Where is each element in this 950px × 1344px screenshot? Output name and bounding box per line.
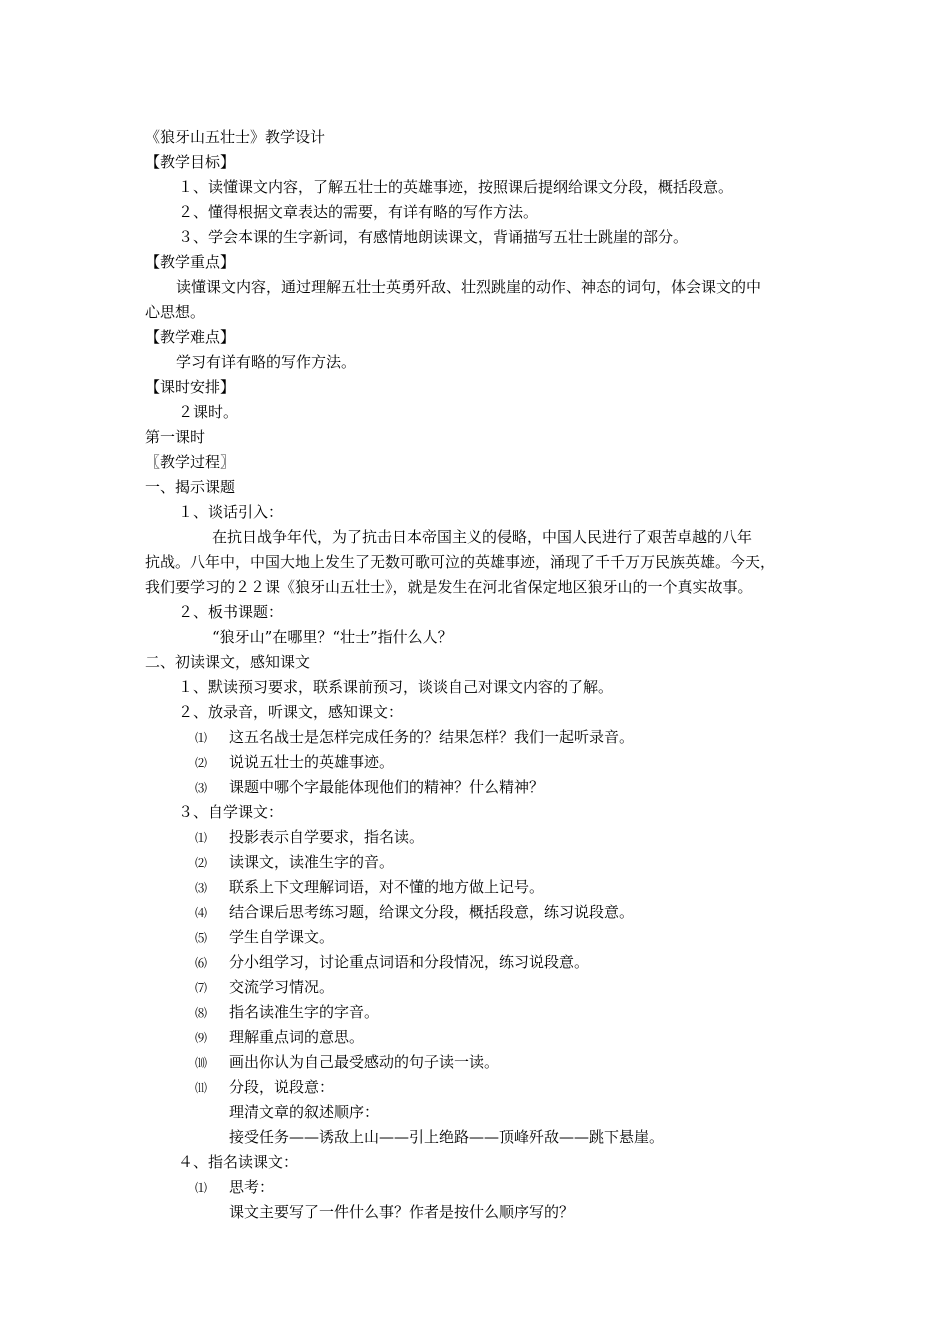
process-heading: 〖教学过程〗 [145,453,236,471]
part1-heading: 一、揭示课题 [145,478,236,496]
part2-step4: ４、指名读课文： [178,1153,299,1171]
item-number: ⑶ [195,881,208,895]
objective-item: ３、学会本课的生字新词，有感情地朗读课文，背诵描写五壮士跳崖的部分。 [178,228,689,246]
schedule-text: ２课时。 [178,403,239,421]
item-number: ⑴ [195,731,208,745]
part2-step1: １、默读预习要求，联系课前预习，谈谈自己对课文内容的了解。 [178,678,614,696]
list-item [195,952,589,973]
item-text: 交流学习情况。 [229,978,335,996]
item-number: ⑻ [195,1006,208,1020]
question-text: 课文主要写了一件什么事？作者是按什么顺序写的？ [229,1203,575,1221]
list-item [195,902,634,923]
item-text: 投影表示自学要求，指名读。 [229,828,425,846]
schedule-heading: 【课时安排】 [145,378,236,396]
key-points-heading: 【教学重点】 [145,253,236,271]
item-text: 学生自学课文。 [229,928,335,946]
item-text: 分小组学习，讨论重点词语和分段情况，练习说段意。 [229,953,590,971]
item-text: 说说五壮士的英雄事迹。 [229,753,395,771]
item-number: ⑽ [195,1056,208,1070]
lesson-label: 第一课时 [145,428,206,446]
item-number: ⑴ [195,831,208,845]
objectives-heading: 【教学目标】 [145,153,236,171]
part1-step1-text-cont: 我们要学习的２２课《狼牙山五壮士》，就是发生在河北省保定地区狼牙山的一个真实故事。 [145,578,753,596]
list-item [195,877,544,898]
item-text: 理解重点词的意思。 [229,1028,365,1046]
item-text: 画出你认为自己最受感动的句子读一读。 [229,1053,500,1071]
list-item [195,1052,499,1073]
part1-step1-text: 在抗日战争年代，为了抗击日本帝国主义的侵略，中国人民进行了艰苦卓越的八年 [212,528,753,546]
list-item [195,852,394,873]
list-item [195,977,334,998]
item-text: 联系上下文理解词语，对不懂的地方做上记号。 [229,878,545,896]
difficulty-text: 学习有详有略的写作方法。 [176,353,357,371]
item-number: ⑵ [195,756,208,770]
item-number: ⑹ [195,956,208,970]
item-text: 分段，说段意： [229,1078,335,1096]
item-text: 思考： [229,1178,275,1196]
objective-item: １、读懂课文内容，了解五壮士的英雄事迹，按照课后提纲给课文分段，概括段意。 [178,178,734,196]
part1-step1-text-cont: 抗战。八年中，中国大地上发生了无数可歌可泣的英雄事迹，涌现了千千万万民族英雄。今天， [145,553,776,571]
item-number: ⑴ [195,1181,208,1195]
order-label: 理清文章的叙述顺序： [229,1103,380,1121]
key-points-text: 读懂课文内容，通过理解五壮士英勇歼敌、壮烈跳崖的动作、神态的词句，体会课文的中 [176,278,762,296]
item-text: 结合课后思考练习题，给课文分段，概括段意，练习说段意。 [229,903,635,921]
item-number: ⑺ [195,981,208,995]
key-points-text-cont: 心思想。 [145,303,206,321]
item-number: ⑷ [195,906,208,920]
item-number: ⑼ [195,1031,208,1045]
document-title: 《狼牙山五壮士》教学设计 [145,128,326,146]
item-number: ⑶ [195,781,208,795]
list-item [195,1077,334,1098]
item-text: 这五名战士是怎样完成任务的？结果怎样？我们一起听录音。 [229,728,635,746]
list-item [195,927,334,948]
part2-heading: 二、初读课文，感知课文 [145,653,311,671]
item-number: ⑵ [195,856,208,870]
order-text: 接受任务——诱敌上山——引上绝路——顶峰歼敌——跳下悬崖。 [229,1128,665,1146]
list-item [195,1177,274,1198]
list-item [195,827,424,848]
part1-step2-text: “狼牙山”在哪里？“壮士”指什么人？ [212,628,453,646]
part2-step3: ３、自学课文： [178,803,284,821]
objective-item: ２、懂得根据文章表达的需要，有详有略的写作方法。 [178,203,539,221]
part2-step2: ２、放录音，听课文，感知课文： [178,703,404,721]
item-text: 读课文，读准生字的音。 [229,853,395,871]
list-item [195,1027,364,1048]
item-text: 指名读准生字的字音。 [229,1003,380,1021]
part1-step2-label: ２、板书课题： [178,603,284,621]
item-number: ⑾ [195,1081,208,1095]
item-number: ⑸ [195,931,208,945]
list-item [195,777,544,798]
list-item [195,1002,379,1023]
difficulty-heading: 【教学难点】 [145,328,236,346]
item-text: 课题中哪个字最能体现他们的精神？什么精神？ [229,778,545,796]
list-item [195,727,634,748]
list-item [195,752,394,773]
part1-step1-label: １、谈话引入： [178,503,284,521]
